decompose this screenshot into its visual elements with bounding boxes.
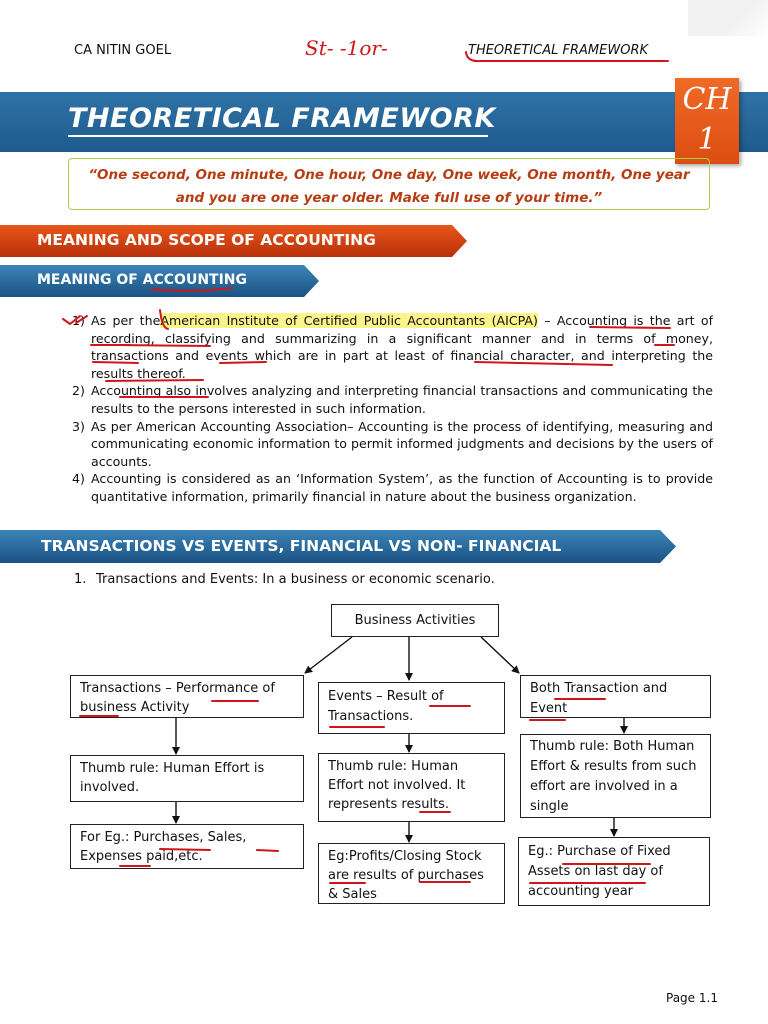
list-number: 1) <box>72 313 85 328</box>
both-box: Both Transaction and Event <box>520 675 711 718</box>
list-text: As per American Accounting Association– Accounting is the process of identifying, measuring and communicating economic information to permit informed judgments and decisions by the users of accounts. <box>91 418 713 469</box>
list-text-pre: As per the <box>91 313 161 328</box>
chapter-prefix: CH <box>682 82 732 117</box>
transactions-rule-box: Thumb rule: Human Effort is involved. <box>70 755 304 802</box>
both-rule-box: Thumb rule: Both Human Effort & results from such effort are involved in a single <box>520 734 711 818</box>
events-box: Events – Result of Transactions. <box>318 682 505 734</box>
transactions-box: Transactions – Performance of business Activity <box>70 675 304 718</box>
author-name: CA NITIN GOEL <box>74 43 172 58</box>
section-title: TRANSACTIONS VS EVENTS, FINANCIAL VS NON- FINANCIAL <box>41 537 562 555</box>
page-number: Page 1.1 <box>666 991 718 1005</box>
list-text-rest: – Accounting is the art of recording, classifying and summarizing in a significant manner and in terms of money, transactions and events which are in part at least of financial character, and interpreting the results thereof. <box>91 313 713 381</box>
quote-line-2: and you are one year older. Make full use of your time.” <box>175 190 603 206</box>
chapter-number: 1 <box>697 122 717 157</box>
list-text: Accounting is considered as an ‘Information System’, as the function of Accounting is to provide quantitative information, primarily financial in nature about the business organization. <box>91 471 713 504</box>
intro-number: 1. <box>74 572 87 587</box>
events-example-box: Eg:Profits/Closing Stock are results of purchases & Sales <box>318 843 505 904</box>
intro-text: Transactions and Events: In a business or economic scenario. <box>96 572 495 587</box>
aicpa-highlight: American Institute of Certified Public Accountants (AICPA) <box>160 313 538 328</box>
quote-line-1: “One second, One minute, One hour, One day, One week, One month, One year <box>88 167 690 183</box>
events-rule-box: Thumb rule: Human Effort not involved. It represents results. <box>318 753 505 822</box>
both-example-box: Eg.: Purchase of Fixed Assets on last day of accounting year <box>518 837 710 906</box>
page-title: THEORETICAL FRAMEWORK <box>68 103 496 134</box>
transactions-example-box: For Eg.: Purchases, Sales, Expenses paid,etc. <box>70 824 304 869</box>
list-number: 4) <box>72 471 85 487</box>
list-number: 2) <box>72 383 85 399</box>
list-number: 3) <box>72 418 85 434</box>
list-text: Accounting also involves analyzing and interpreting financial transactions and communicating the results to the persons interested in such information. <box>91 383 713 416</box>
section-title: MEANING OF ACCOUNTING <box>37 272 248 288</box>
business-activities-box: Business Activities <box>331 604 499 637</box>
section-title: MEANING AND SCOPE OF ACCOUNTING <box>37 231 376 249</box>
handwritten-note: St- -1or- <box>305 36 388 60</box>
running-title: THEORETICAL FRAMEWORK <box>468 43 649 58</box>
